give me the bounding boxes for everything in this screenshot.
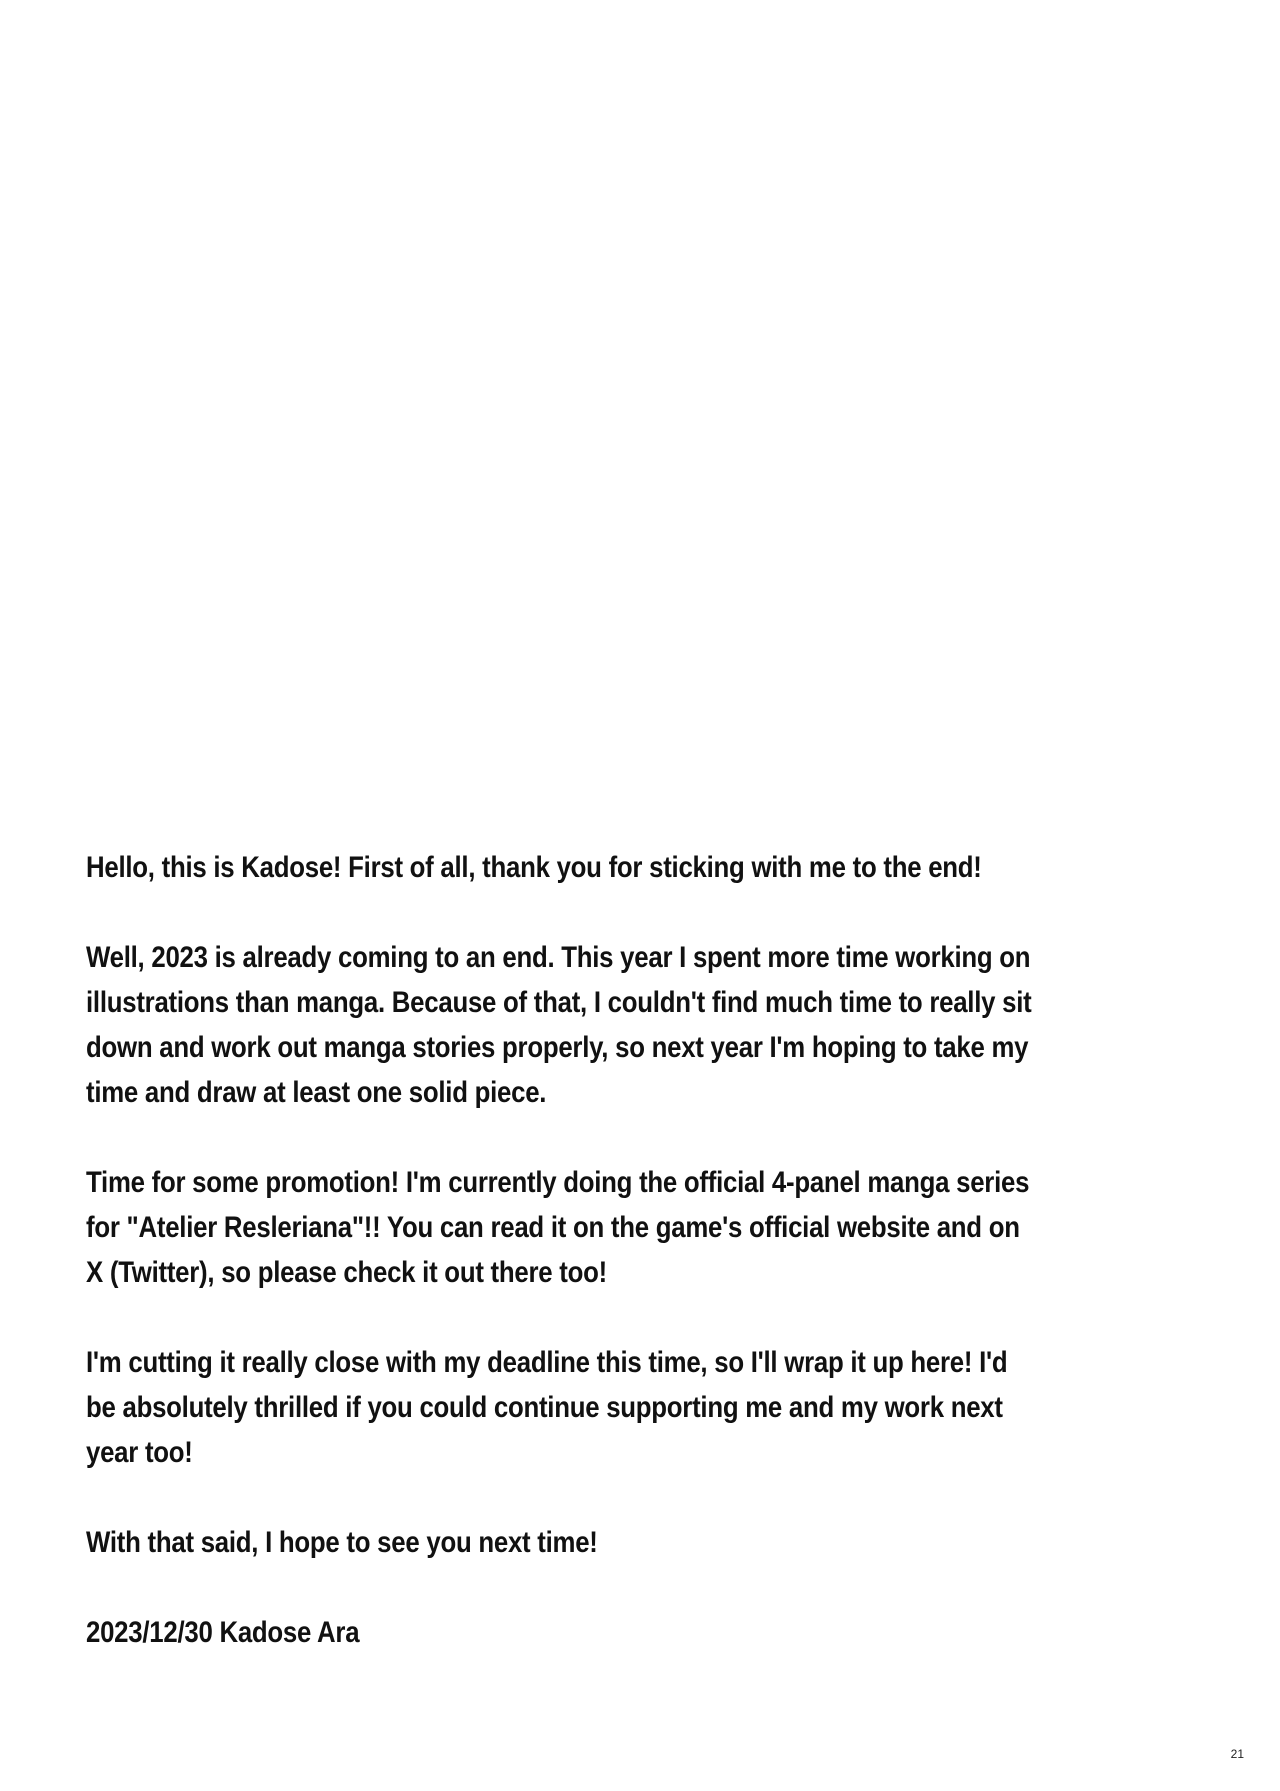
- text-line: Well, 2023 is already coming to an end. This year I spent more time working on: [86, 941, 1031, 974]
- page-number: 21: [1230, 1747, 1244, 1761]
- signature-date-line: [86, 1610, 946, 1655]
- farewell-paragraph: [86, 1520, 946, 1565]
- year-review-paragraph: [86, 935, 1032, 1115]
- text-line: down and work out manga stories properly, so next year I'm hoping to take my: [86, 1031, 1029, 1064]
- text-line: illustrations than manga. Because of that, I couldn't find much time to really sit: [86, 986, 1032, 1019]
- text-line: X (Twitter), so please check it out there too!: [86, 1256, 607, 1289]
- text-line: With that said, I hope to see you next time!: [86, 1526, 598, 1559]
- afterword-text-block: [86, 845, 1086, 1655]
- paragraph-spacer: [86, 1475, 1086, 1520]
- paragraph-spacer: [86, 890, 1086, 935]
- text-line: time and draw at least one solid piece.: [86, 1076, 547, 1109]
- text-line: year too!: [86, 1436, 193, 1469]
- deadline-paragraph: [86, 1340, 1008, 1475]
- paragraph-spacer: [86, 1565, 1086, 1610]
- paragraph-spacer: [86, 1115, 1086, 1160]
- text-line: Hello, this is Kadose! First of all, thank you for sticking with me to the end!: [86, 851, 982, 884]
- greeting-paragraph: [86, 845, 982, 890]
- text-line: I'm cutting it really close with my deadline this time, so I'll wrap it up here! I'd: [86, 1346, 1008, 1379]
- promotion-paragraph: [86, 1160, 1030, 1295]
- paragraph-spacer: [86, 1295, 1086, 1340]
- text-line: 2023/12/30 Kadose Ara: [86, 1616, 360, 1649]
- text-line: be absolutely thrilled if you could continue supporting me and my work next: [86, 1391, 1003, 1424]
- text-line: for "Atelier Resleriana"!! You can read it on the game's official website and on: [86, 1211, 1020, 1244]
- text-line: Time for some promotion! I'm currently doing the official 4-panel manga series: [86, 1166, 1030, 1199]
